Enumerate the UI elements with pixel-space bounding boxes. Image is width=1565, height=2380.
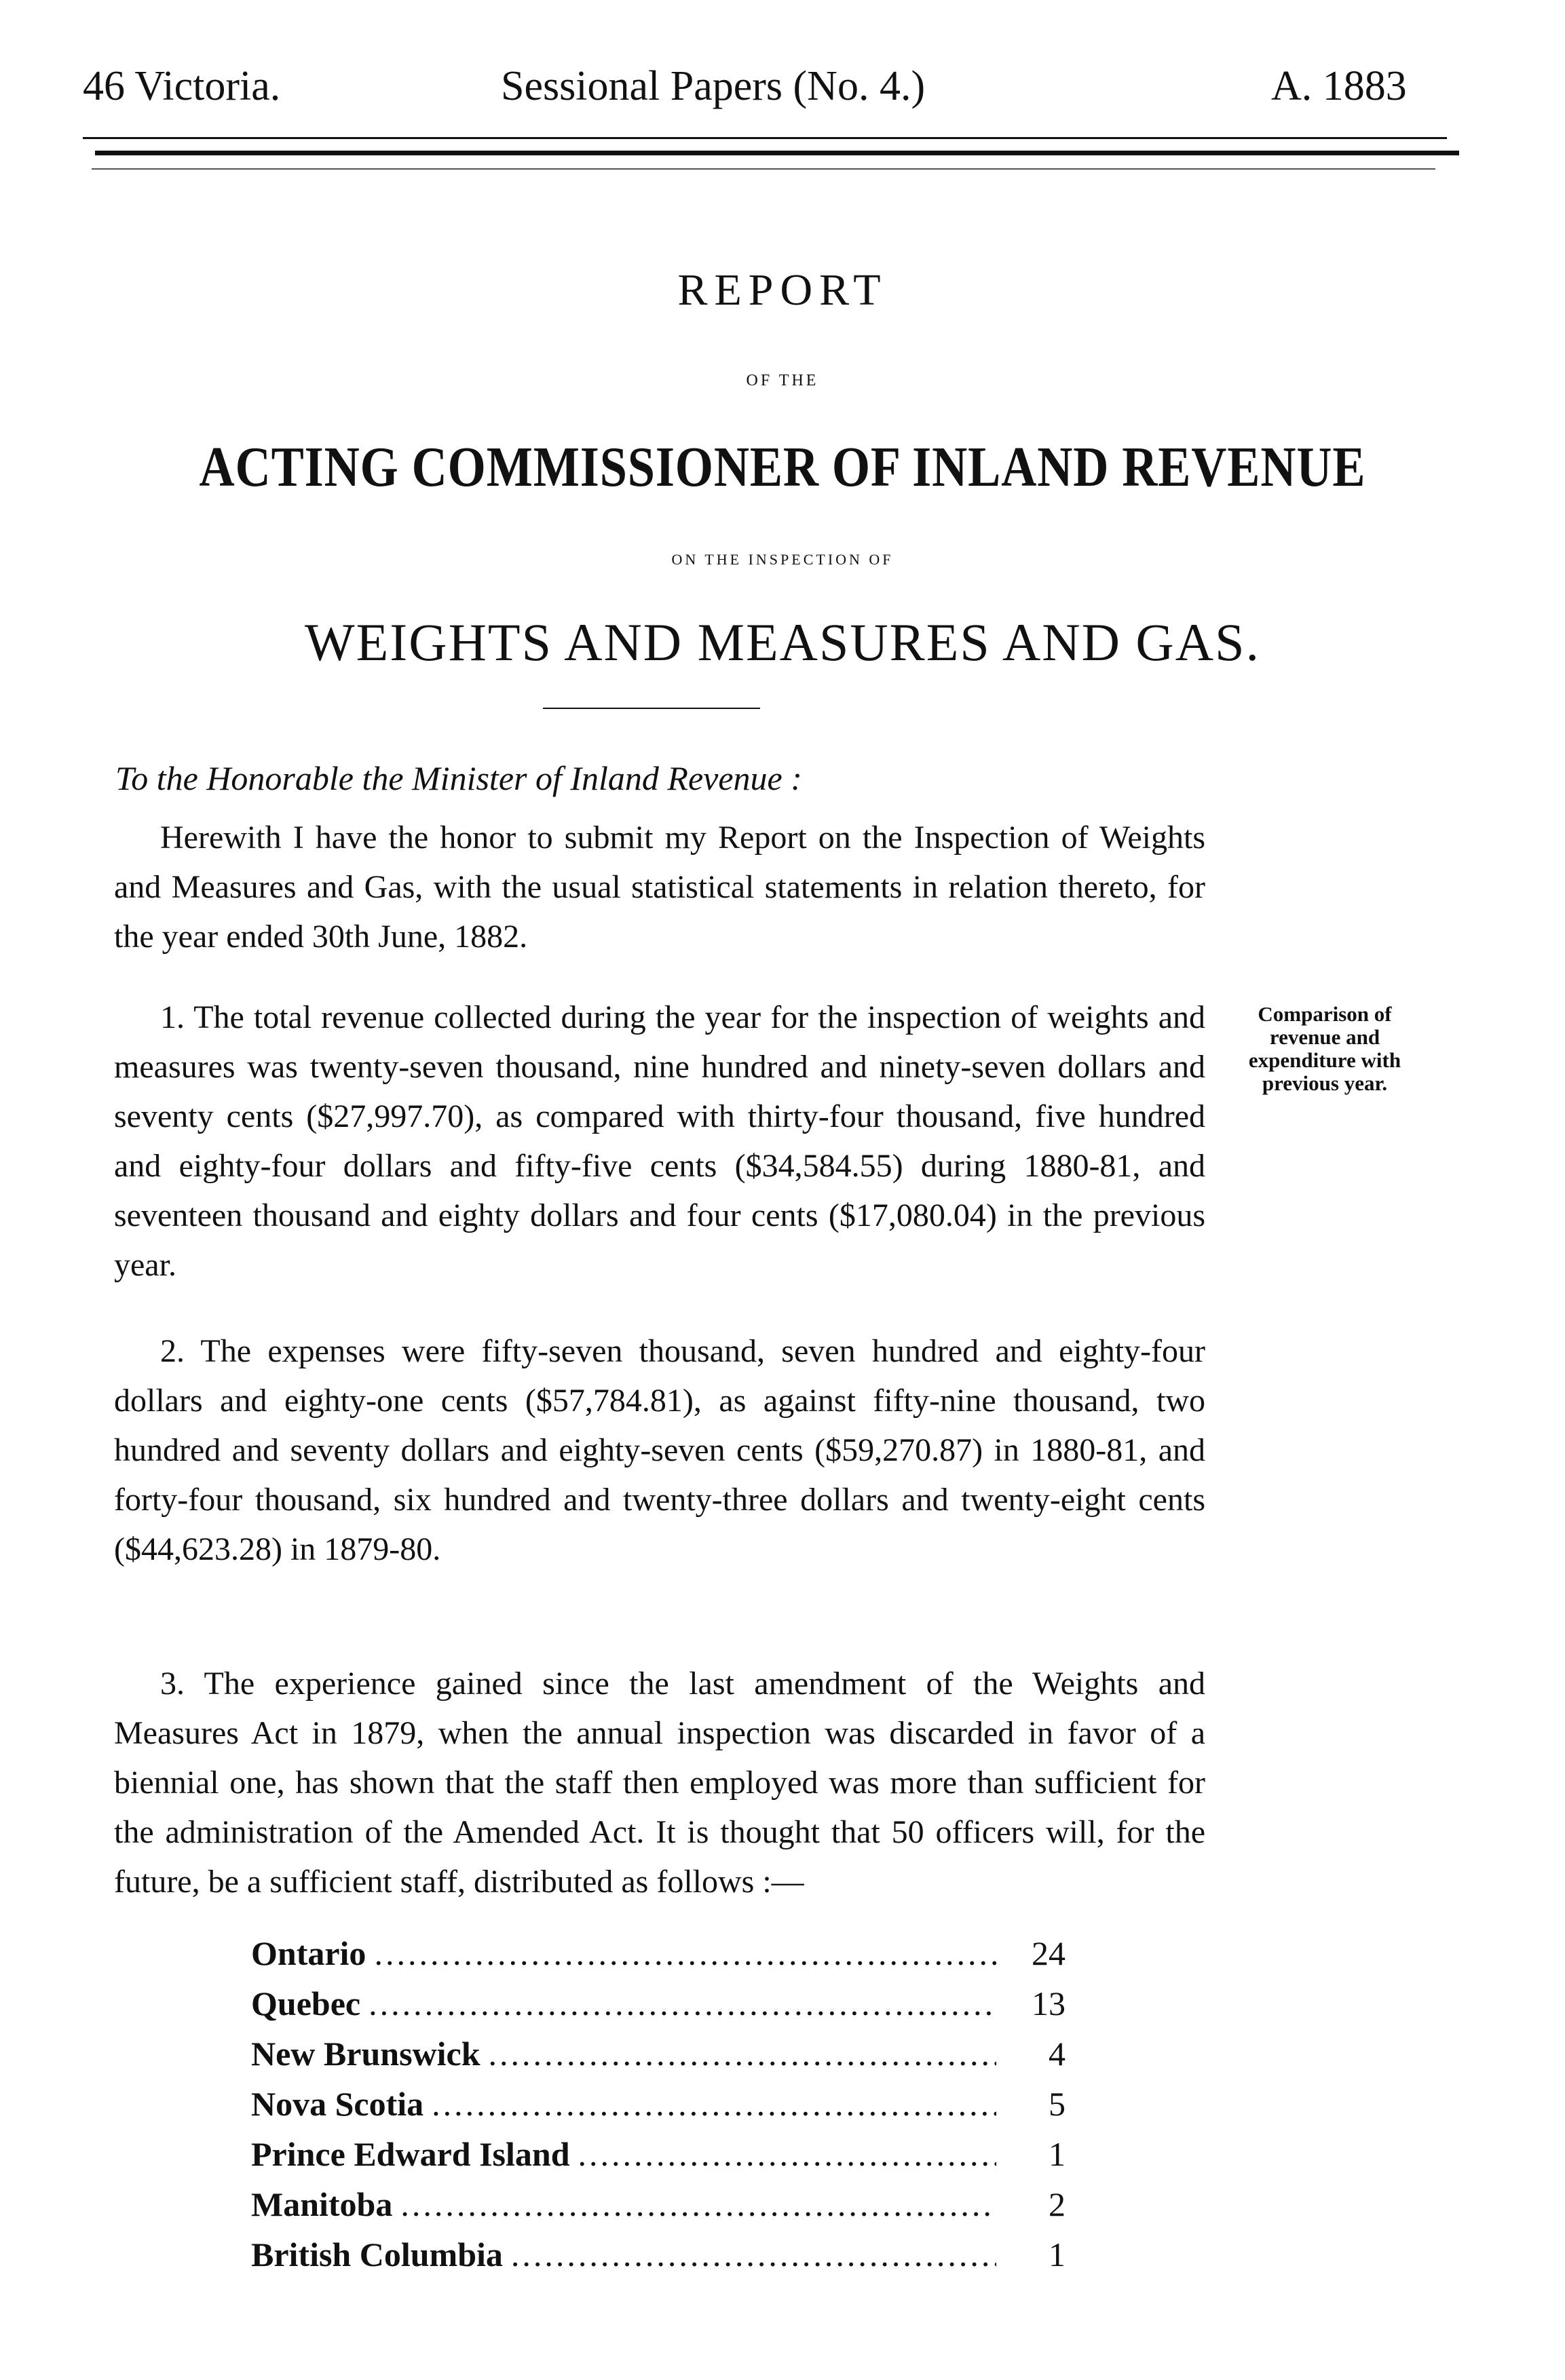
- paragraph-intro-text: Herewith I have the honor to submit my Report on the Inspection of Weights and Measures and Gas, with the usual statistical statements in relation thereto, for the year ended 30th June, 1882.: [114, 820, 1205, 955]
- distribution-row: [251, 1934, 1066, 1984]
- paragraph-1-text: 1. The total revenue collected during the year for the inspection of weights and measures was twenty-seven thousand, nine hundred and ninety-seven dollars and seventy cents ($27,997.70), as compared with thirty-four thousand, five hundred and eighty-four dollars and fifty-five cents ($34,584.55) during 1880-81, and seventeen thousand and eighty dollars and four cents ($17,080.04) in the previous year.: [114, 999, 1205, 1283]
- dot-leader: [489, 2034, 996, 2073]
- officer-count: 2: [1049, 2185, 1066, 2223]
- distribution-list: [251, 1934, 1066, 2285]
- title-on-the: ON THE INSPECTION OF: [671, 551, 894, 568]
- province-name: British Columbia: [251, 2235, 503, 2273]
- officer-count: 13: [1032, 1984, 1066, 2022]
- province-name: New Brunswick: [251, 2035, 480, 2073]
- province-name: Manitoba: [251, 2185, 393, 2223]
- province-name: Nova Scotia: [251, 2085, 424, 2123]
- dot-leader: [511, 2235, 996, 2274]
- officer-count: 24: [1032, 1934, 1066, 1972]
- header-rule-thin: [83, 137, 1447, 139]
- paragraph-2-text: 2. The expenses were fifty-seven thousand, seven hundred and eighty-four dollars and eighty-one cents ($57,784.81), as against fifty-nine thousand, two hundred and seventy dollars and eighty-seven cents ($59,270.87) in 1880-81, and forty-four thousand, six hundred and twenty-three dollars and twenty-eight cents ($44,623.28) in 1879-80.: [114, 1333, 1205, 1567]
- header-volume: 46 Victoria.: [83, 63, 281, 109]
- header-rule-thick: [95, 151, 1459, 155]
- officer-count: 5: [1049, 2085, 1066, 2123]
- dot-leader: [374, 1934, 996, 1973]
- distribution-row: [251, 2235, 1066, 2285]
- header-rule-hairline: [92, 168, 1435, 170]
- distribution-row: [251, 2134, 1066, 2185]
- distribution-row: [251, 2185, 1066, 2235]
- distribution-row: [251, 2034, 1066, 2084]
- paragraph-3: [114, 1659, 1205, 1906]
- officer-count: 1: [1049, 2235, 1066, 2273]
- title-main: ACTING COMMISSIONER OF INLAND REVENUE: [199, 436, 1366, 499]
- title-of-the: OF THE: [746, 372, 819, 389]
- officer-count: 1: [1049, 2135, 1066, 2173]
- distribution-row: [251, 1984, 1066, 2034]
- dot-leader: [400, 2185, 996, 2224]
- dot-leader: [369, 1984, 996, 2023]
- paragraph-intro: [114, 813, 1205, 961]
- province-name: Prince Edward Island: [251, 2135, 570, 2173]
- paragraph-3-text: 3. The experience gained since the last amendment of the Weights and Measures Act in 1879, when the annual inspection was discarded in favor of a biennial one, has shown that the staff then employed was more than sufficient for the administration of the Amended Act. It is thought that 50 officers will, for the future, be a sufficient staff, distributed as follows :—: [114, 1666, 1205, 1900]
- officer-count: 4: [1049, 2035, 1066, 2073]
- margin-note: Comparison of revenue and expenditure with previous year.: [1248, 1002, 1401, 1095]
- header-year: A. 1883: [1271, 63, 1407, 109]
- province-name: Quebec: [251, 1984, 361, 2022]
- title-subject: WEIGHTS AND MEASURES AND GAS.: [305, 613, 1260, 672]
- title-divider: [543, 708, 760, 709]
- dot-leader: [578, 2134, 996, 2174]
- salutation: To the Honorable the Minister of Inland Revenue :: [115, 759, 802, 797]
- province-name: Ontario: [251, 1934, 366, 1972]
- title-report: REPORT: [677, 265, 888, 315]
- dot-leader: [432, 2084, 996, 2124]
- paragraph-2: [114, 1326, 1205, 1574]
- paragraph-1: [114, 993, 1205, 1290]
- distribution-row: [251, 2084, 1066, 2134]
- header-series: Sessional Papers (No. 4.): [501, 63, 926, 109]
